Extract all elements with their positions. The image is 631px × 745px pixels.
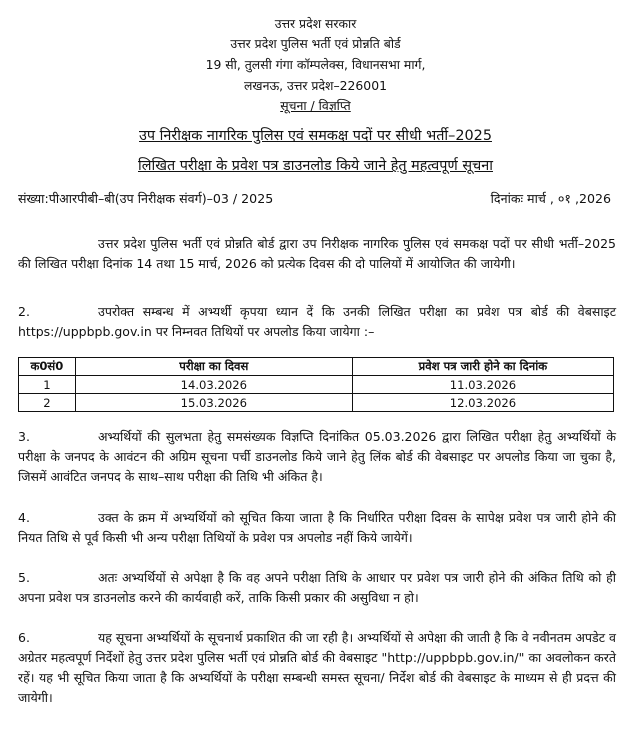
column-header: प्रवेश पत्र जारी होने का दिनांक (352, 358, 613, 376)
header-address-line1: 19 सी, तुलसी गंगा कॉम्पलेक्स, विधानसभा मार्ग, (205, 57, 426, 72)
paragraph-6 (18, 628, 616, 708)
header-board-name: उत्तर प्रदेश पुलिस भर्ती एवं प्रोन्नति बोर्ड (230, 36, 401, 51)
paragraph-text: यह सूचना अभ्यर्थियों के सूचनार्थ प्रकाशित की जा रही है। अभ्यर्थियों से अपेक्षा की जाती है कि वे नवीनतम अपडेट व अग्रेतर महत्वपूर्ण निर्देशों हेतु उत्तर प्रदेश पुलिस भर्ती एवं प्रोन्नति बोर्ड की वेबसाइट "http://uppbpb.gov.in/" का अवलोकन करते रहें। यह भी सूचित किया जाता है कि अभ्यर्थियों के परीक्षा सम्बन्धी समस्त सूचना/ निर्देश बोर्ड की वेबसाइट के माध्यम से ही प्रदत्त की जायेगी। (18, 630, 616, 705)
table-cell: 2 (19, 394, 76, 412)
table-row (19, 394, 614, 412)
table-cell: 1 (19, 376, 76, 394)
header-address-line2: लखनऊ, उत्तर प्रदेश–226001 (244, 78, 387, 93)
paragraph-number: 3. (18, 429, 30, 444)
paragraph-4 (18, 508, 616, 548)
table-cell: 15.03.2026 (75, 394, 352, 412)
paragraph-1: उत्तर प्रदेश पुलिस भर्ती एवं प्रोन्नति बोर्ड द्वारा उप निरीक्षक नागरिक पुलिस एवं समकक्ष पदों पर सीधी भर्ती–2025 की लिखित परीक्षा दिनांक 14 तथा 15 मार्च, 2026 को प्रत्येक दिवस की दो पालियों में आयोजित की जायेगी। (18, 236, 616, 271)
paragraph-3 (18, 427, 616, 487)
paragraph-2 (18, 302, 616, 342)
reference-number: संख्या:पीआरपीबी–बी(उप निरीक्षक संवर्ग)–03 / 2025 (18, 191, 274, 206)
paragraph-number: 5. (18, 570, 30, 585)
paragraph-number: 4. (18, 510, 30, 525)
notice-title: उप निरीक्षक नागरिक पुलिस एवं समकक्ष पदों पर सीधी भर्ती–2025 (139, 128, 492, 144)
table-row (19, 376, 614, 394)
paragraph-text: अतः अभ्यर्थियों से अपेक्षा है कि वह अपने परीक्षा तिथि के आधार पर प्रवेश पत्र जारी होने की अंकित तिथि को ही अपना प्रवेश पत्र डाउनलोड करने की कार्यवाही करें, ताकि किसी प्रकार की असुविधा न हो। (18, 570, 616, 605)
paragraph-number: 2. (18, 304, 30, 319)
header-government: उत्तर प्रदेश सरकार (274, 16, 357, 31)
notice-subtitle: लिखित परीक्षा के प्रवेश पत्र डाउनलोड किये जाने हेतु महत्वपूर्ण सूचना (138, 158, 493, 174)
notice-date: दिनांकः मार्च , ०१ ,2026 (490, 191, 611, 206)
table-cell: 14.03.2026 (75, 376, 352, 394)
table-cell: 11.03.2026 (352, 376, 613, 394)
notice-type: सूचना / विज्ञप्ति (280, 98, 351, 113)
admit-card-schedule-table (18, 357, 614, 412)
column-header: परीक्षा का दिवस (75, 358, 352, 376)
paragraph-text: उक्त के क्रम में अभ्यर्थियों को सूचित किया जाता है कि निर्धारित परीक्षा दिवस के सापेक्ष प्रवेश पत्र जारी होने की नियत तिथि से पूर्व किसी भी अन्य परीक्षा तिथियों के प्रवेश पत्र अपलोड नहीं किये जायेगें। (18, 510, 616, 545)
table-cell: 12.03.2026 (352, 394, 613, 412)
paragraph-5 (18, 568, 616, 608)
paragraph-number: 6. (18, 630, 30, 645)
column-header: क0सं0 (19, 358, 76, 376)
table-header-row (19, 358, 614, 376)
paragraph-text: अभ्यर्थियों की सुलभता हेतु समसंख्यक विज्ञप्ति दिनांकित 05.03.2026 द्वारा लिखित परीक्षा हेतु अभ्यर्थियों के परीक्षा के जनपद के आवंटन की अग्रिम सूचना पर्ची डाउनलोड किये जाने हेतु लिंक बोर्ड की वेबसाइट पर अपलोड किया जा चुका है, जिसमें आवंटित जनपद के साथ–साथ परीक्षा की तिथि भी अंकित है। (18, 429, 616, 484)
paragraph-text: उपरोक्त सम्बन्ध में अभ्यर्थी कृपया ध्यान दें कि उनकी लिखित परीक्षा का प्रवेश पत्र बोर्ड की वेबसाइट https://uppbpb.gov.in पर निम्नवत तिथियों पर अपलोड किया जायेगा :– (18, 304, 616, 339)
